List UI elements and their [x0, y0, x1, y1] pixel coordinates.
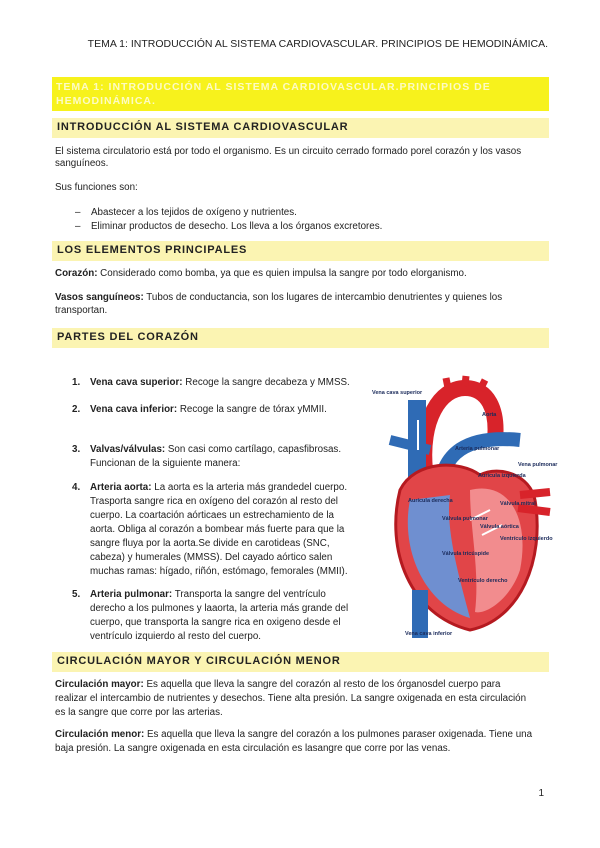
section-circulacion	[52, 652, 549, 672]
label-auricula-derecha: Aurícula derecha	[408, 498, 453, 504]
section-partes	[52, 328, 549, 348]
label-ventriculo-izquierdo: Ventrículo izquierdo	[500, 536, 553, 542]
vasos-definition: Vasos sanguíneos: Tubos de conductancia, son los lugares de intercambio denutrientes y quienes los	[55, 292, 503, 303]
label-valvula-pulmonar: Válvula pulmonar	[442, 516, 488, 522]
page-number: 1	[538, 788, 544, 799]
list-item: 2. Vena cava inferior: Recoge la sangre de tórax yMMII.	[72, 404, 327, 415]
section-heading: LOS ELEMENTOS PRINCIPALES	[57, 244, 248, 256]
label-vena-pulmonar: Vena pulmonar	[518, 462, 558, 468]
label-valvula-mitral: Válvula mitral	[500, 501, 536, 507]
list-item: 5. Arteria pulmonar: Transporta la sangre del ventrículo derecho a los pulmones y laaorta, la arteria más grande del cuerpo, que transporta la sangre rica en oxigeno desde el ventrículo izquierdo al resto del cuerpo.	[72, 589, 349, 642]
section-heading: INTRODUCCIÓN AL SISTEMA CARDIOVASCULAR	[57, 121, 349, 133]
bullet-item: – Eliminar productos de desecho. Los lleva a los órganos excretores.	[75, 221, 383, 232]
circulacion-mayor: Circulación mayor: Es aquella que lleva la sangre del corazón al resto de los órganosdel cuerpo para realizar el intercambio de nutrientes y desechos. Tiene alta presión. La sangre oxigenada en esta circulación es la sangre que corre por las arterias.	[55, 679, 527, 718]
label-auricula-izquierda: Aurícula izquierda	[478, 473, 526, 479]
section-heading: PARTES DEL CORAZÓN	[57, 331, 199, 343]
list-item: 1. Vena cava superior: Recoge la sangre decabeza y MMSS.	[72, 377, 350, 388]
label-arteria-pulmonar: Arteria pulmonar	[455, 446, 500, 452]
intro-paragraph-line1: El sistema circulatorio está por todo el organismo. Es un circuito cerrado formado porel corazón y los vasos	[55, 146, 522, 157]
vasos-definition-line2: transportan.	[55, 305, 108, 316]
section-heading: CIRCULACIÓN MAYOR Y CIRCULACIÓN MENOR	[57, 655, 341, 667]
label-vena-cava-inferior: Vena cava inferior	[405, 631, 453, 637]
section-elementos	[52, 241, 549, 261]
intro-paragraph-line2: sanguíneos.	[55, 158, 109, 169]
page-title: TEMA 1: INTRODUCCIÓN AL SISTEMA CARDIOVASCULAR.PRINCIPIOS DE HEMODINÁMICA.	[56, 81, 491, 107]
circulacion-menor: Circulación menor: Es aquella que lleva la sangre del corazón a los pulmones paraser oxigenada. Tiene una baja presión. La sangre oxigenada en esta circulación es lasangre que corre por las venas.	[55, 729, 533, 754]
corazon-definition: Corazón: Considerado como bomba, ya que es quien impulsa la sangre por todo elorganismo.	[55, 268, 467, 279]
label-ventriculo-derecho: Ventrículo derecho	[458, 578, 508, 584]
label-valvula-aortica: Válvula aórtica	[480, 524, 519, 530]
label-aorta: Aorta	[482, 412, 497, 418]
label-vena-cava-superior: Vena cava superior	[372, 390, 423, 396]
label-valvula-tricuspide: Válvula tricúspide	[442, 551, 490, 557]
title-bar	[52, 77, 549, 111]
functions-intro: Sus funciones son:	[55, 182, 138, 193]
heart-diagram	[370, 380, 558, 645]
list-item: 3. Valvas/válvulas: Son casi como cartílago, capasfibrosas. Funcionan de la siguiente manera:	[72, 444, 342, 469]
list-item: 4. Arteria aorta: La aorta es la arteria más grandedel cuerpo. Trasporta sangre rica en oxígeno del corazón al resto del cuerpo. La coartación aórticaes un estrechamiento de la aorta. Obliga al corazón a bombear más fuerte para que la sangre fluya por la aorta.Se divide en carotideas (SNC, cabeza) y humerales (MMSS). Del cayado aórtico salen muchas ramas: hígado, riñón, estómago, femorales (MMII).	[72, 482, 348, 577]
bullet-item: – Abastecer a los tejidos de oxígeno y nutrientes.	[75, 207, 297, 218]
running-header: TEMA 1: INTRODUCCIÓN AL SISTEMA CARDIOVASCULAR. PRINCIPIOS DE HEMODINÁMICA.	[87, 38, 548, 50]
section-intro	[52, 118, 549, 138]
